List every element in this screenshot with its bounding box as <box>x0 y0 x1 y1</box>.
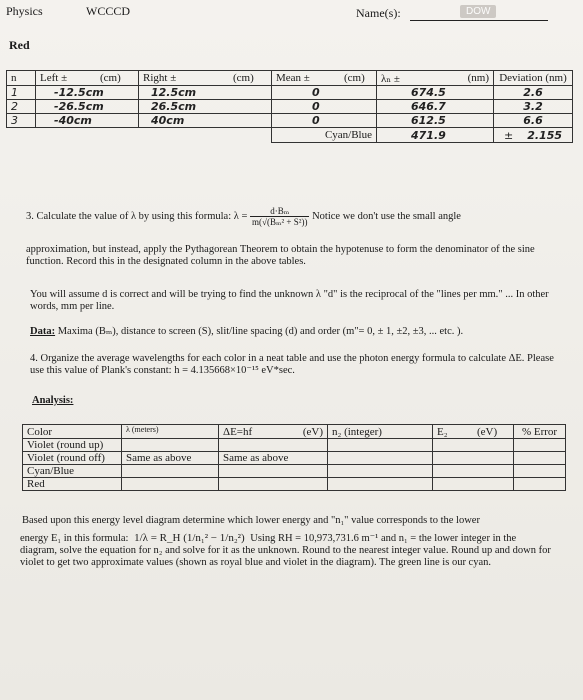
cell-right <box>139 128 272 143</box>
cell-percent-error[interactable] <box>514 478 566 491</box>
cell-lambda-meters[interactable] <box>122 478 219 491</box>
cell-left <box>36 128 139 143</box>
cell-delta-e[interactable] <box>219 465 328 478</box>
cell-e2[interactable] <box>433 478 514 491</box>
header-percent-error: % Error <box>514 425 566 439</box>
header-n2: n₂ (integer) <box>328 425 433 439</box>
cell-mean[interactable]: 0 <box>272 86 377 100</box>
cell-mean[interactable]: 0 <box>272 100 377 114</box>
cell-mean[interactable]: 0 <box>272 114 377 128</box>
cell-color: Red <box>23 478 122 491</box>
header-mean-unit: (cm) <box>340 71 377 86</box>
cell-left[interactable]: -40cm <box>36 114 139 128</box>
cell-n2[interactable] <box>328 478 433 491</box>
cell-percent-error[interactable] <box>514 465 566 478</box>
header-deviation: Deviation (nm) <box>494 71 573 86</box>
cell-n2[interactable] <box>328 465 433 478</box>
cell-lambda[interactable]: 646.7 <box>377 100 494 114</box>
header-lambda: λₙ ± <box>377 71 446 86</box>
measurement-header-row <box>7 71 573 86</box>
formula-numerator: d·Bₘ <box>250 206 309 217</box>
cell-lambda-meters[interactable] <box>122 465 219 478</box>
header-e2: E₂ <box>433 425 474 439</box>
analysis-table <box>22 424 566 491</box>
section-title: Red <box>9 38 30 52</box>
cell-deviation-value: 2.155 <box>527 128 562 142</box>
header-left-unit: (cm) <box>96 71 139 86</box>
table-row <box>7 100 573 114</box>
cell-color: Cyan/Blue <box>23 465 122 478</box>
header-delta-e: ΔE=hf <box>219 425 280 439</box>
cell-right[interactable]: 12.5cm <box>139 86 272 100</box>
cell-lambda-meters[interactable]: Same as above <box>122 452 219 465</box>
question-4: 4. Organize the average wavelengths for each color in a neat table and use the photon energy formula to calculate ΔE. Please use this value of Plank's constant: h = 4.135668×10⁻¹⁵ eV*sec. <box>30 353 554 376</box>
cell-n[interactable]: 2 <box>7 100 36 114</box>
cell-delta-e[interactable] <box>219 439 328 452</box>
table-row <box>23 465 566 478</box>
cell-n2[interactable] <box>328 452 433 465</box>
analysis-header-row <box>23 425 566 439</box>
header-n: n <box>7 71 36 86</box>
cell-deviation[interactable]: 3.2 <box>494 100 573 114</box>
table-row <box>7 128 573 143</box>
cell-delta-e[interactable] <box>219 478 328 491</box>
data-text: Maxima (Bₘ), distance to screen (S), slit/line spacing (d) and order (m"= 0, ± 1, ±2, ±3, ... etc. ). <box>57 326 464 337</box>
cell-deviation[interactable]: 6.6 <box>494 114 573 128</box>
cell-color: Violet (round up) <box>23 439 122 452</box>
plus-minus-sign: ± <box>503 128 514 142</box>
table-row <box>7 86 573 100</box>
cell-color-label: Cyan/Blue <box>272 128 377 143</box>
cell-n[interactable]: 3 <box>7 114 36 128</box>
header-delta-e-unit: (eV) <box>279 425 328 439</box>
cell-e2[interactable] <box>433 452 514 465</box>
data-line <box>30 326 570 338</box>
cell-percent-error[interactable] <box>514 439 566 452</box>
analysis-title: Analysis: <box>32 395 74 406</box>
header-color: Color <box>23 425 122 439</box>
cell-n2[interactable] <box>328 439 433 452</box>
header-lambda-unit: (nm) <box>445 71 494 86</box>
table-row <box>23 439 566 452</box>
header-left: Left ± <box>36 71 97 86</box>
energy-level-body: diagram, solve the equation for n₂ and solve for it as the unknown. Round to the nearest integer value. Round up and down for violet to get two approximate values (shown as royal blue and violet in the diagram). The green line is our cyan. <box>20 545 551 568</box>
cell-percent-error[interactable] <box>514 452 566 465</box>
cell-n <box>7 128 36 143</box>
table-row <box>23 452 566 465</box>
cell-lambda[interactable]: 471.9 <box>377 128 494 143</box>
cell-left[interactable]: -26.5cm <box>36 100 139 114</box>
header-right: Right ± <box>139 71 230 86</box>
energy-formula-line <box>20 532 576 545</box>
name-label: Name(s): <box>356 6 401 20</box>
cell-delta-e[interactable]: Same as above <box>219 452 328 465</box>
cell-deviation[interactable]: 2.6 <box>494 86 573 100</box>
data-label: Data: <box>30 326 56 337</box>
measurement-table <box>6 70 573 143</box>
question-3-body: approximation, but instead, apply the Pythagorean Theorem to obtain the hypotenuse to form the denominator of the sine function. Record this in the designated column in the above tables. <box>26 244 535 267</box>
cell-color: Violet (round off) <box>23 452 122 465</box>
cell-e2[interactable] <box>433 439 514 452</box>
course-label: Physics <box>6 4 43 18</box>
table-row <box>23 478 566 491</box>
question-3 <box>26 206 556 227</box>
cell-lambda[interactable]: 674.5 <box>377 86 494 100</box>
header-right-unit: (cm) <box>229 71 272 86</box>
cell-deviation[interactable] <box>494 128 573 143</box>
question-3-after: Notice we don't use the small angle <box>312 210 461 222</box>
watermark-stamp: DOW <box>460 5 496 18</box>
table-row <box>7 114 573 128</box>
header-lambda-meters: λ (meters) <box>122 425 219 439</box>
cell-lambda[interactable]: 612.5 <box>377 114 494 128</box>
wavelength-formula <box>250 206 309 227</box>
cell-e2[interactable] <box>433 465 514 478</box>
header-mean: Mean ± <box>272 71 341 86</box>
cell-lambda-meters[interactable] <box>122 439 219 452</box>
cell-right[interactable]: 26.5cm <box>139 100 272 114</box>
assumption-note: You will assume d is correct and will be trying to find the unknown λ "d" is the reciprocal of the "lines per mm." ... In other words, mm per line. <box>30 289 549 312</box>
energy-formula-tail: Using RH = 10,973,731.6 m⁻¹ and n₁ = the lower integer in the <box>250 533 517 544</box>
rydberg-formula: 1/λ = R_H (1/n₁² − 1/n₂²) <box>134 532 245 544</box>
energy-formula-lead: energy E₁ in this formula: <box>20 533 129 544</box>
question-3-lead: 3. Calculate the value of λ by using this formula: λ = <box>26 210 248 222</box>
cell-right[interactable]: 40cm <box>139 114 272 128</box>
header-e2-unit: (eV) <box>473 425 514 439</box>
energy-level-instruction: Based upon this energy level diagram determine which lower energy and "n₁" value corresponds to the lower <box>22 515 480 526</box>
cell-n[interactable]: 1 <box>7 86 36 100</box>
name-field[interactable] <box>410 20 548 21</box>
school-label: WCCCD <box>86 4 131 18</box>
cell-left[interactable]: -12.5cm <box>36 86 139 100</box>
formula-denominator: m(√(Bₘ² + S²)) <box>252 217 308 227</box>
